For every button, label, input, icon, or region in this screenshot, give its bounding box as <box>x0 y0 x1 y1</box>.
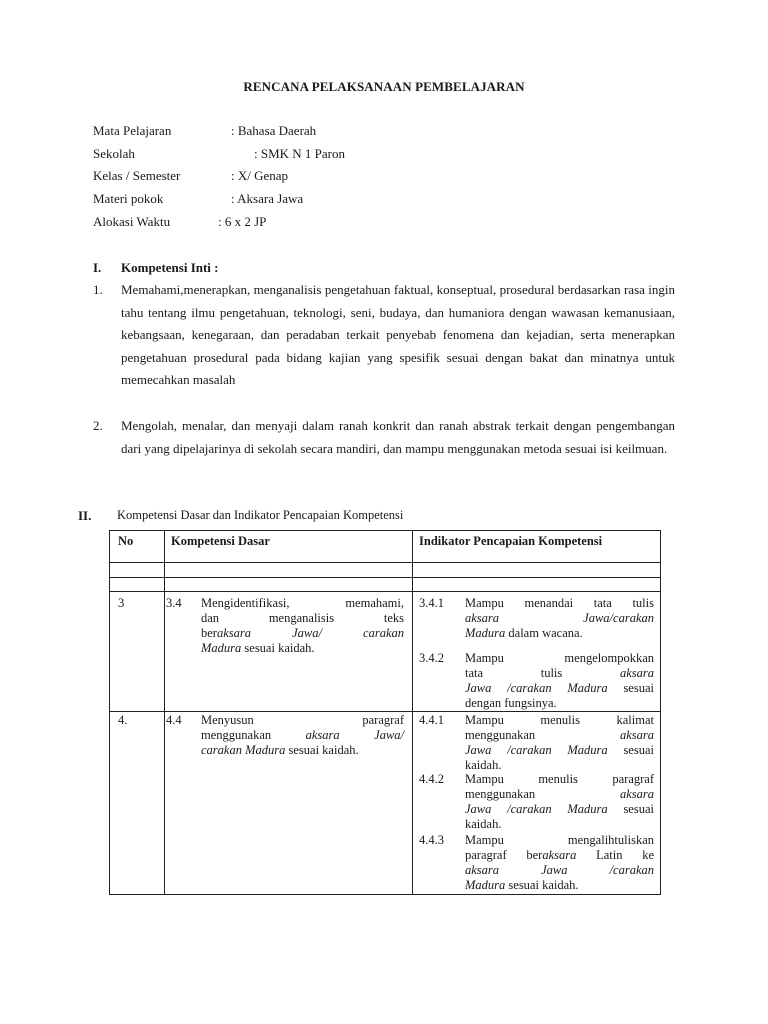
section-2-number: II. <box>78 508 92 523</box>
table-border <box>109 562 661 563</box>
kd-text <box>201 596 404 656</box>
table-border <box>109 711 661 712</box>
info-label: Materi pokok <box>93 191 164 206</box>
kd-line: Menyusun paragraf <box>201 713 404 727</box>
info-label: Kelas / Semester <box>93 168 181 183</box>
header-no: No <box>118 534 134 548</box>
info-value: : Bahasa Daerah <box>231 123 317 138</box>
section-2-title: Kompetensi Dasar dan Indikator Pencapaian Kompetensi <box>117 508 404 522</box>
indicator-code: 3.4.1 <box>419 596 444 610</box>
indicator-line: menggunakan aksara <box>465 787 654 801</box>
section-1-number: I. <box>93 260 102 275</box>
list-item-number: 2. <box>93 418 103 433</box>
kd-line: Mengidentifikasi, memahami, <box>201 596 404 610</box>
kd-line: dan menganalisis teks <box>201 611 404 625</box>
table-border <box>412 530 413 895</box>
table-border <box>109 591 661 592</box>
indicator-line: kaidah. <box>465 758 502 772</box>
kd-line: menggunakan aksara Jawa/ <box>201 728 404 742</box>
info-value: : X/ Genap <box>231 168 289 183</box>
kd-line: beraksara Jawa/ carakan <box>201 626 405 640</box>
list-item-number: 1. <box>93 282 103 297</box>
kd-line: carakan Madura sesuai kaidah. <box>201 743 359 757</box>
indicator-line: Jawa /carakan Madura sesuai <box>465 681 654 695</box>
indicator-line: dengan fungsinya. <box>465 696 557 710</box>
kd-text <box>201 713 404 758</box>
core-competency-1: Memahami,menerapkan, menganalisis pengetahuan faktual, konseptual, prosedural berdasarkan rasa ingin tahu tentang ilmu pengetahuan, teknologi, seni, budaya, dan humaniora dengan wawasan kemanusiaan, kebangsaan, kenegaraan, dan peradaban terkait penyebab fenomena dan kejadian, serta menerapkan pengetahuan prosedural pada bidang kajian yang spesifik sesuai dengan bakat dan minatnya untuk memecahkan masalah <box>121 282 675 387</box>
table-border <box>109 530 661 531</box>
indicator-line: Madura sesuai kaidah. <box>465 878 579 892</box>
competency-table <box>109 530 661 895</box>
table-border <box>109 894 661 895</box>
indicator-code: 4.4.3 <box>419 833 444 847</box>
info-label: Sekolah <box>93 146 135 161</box>
table-border <box>109 530 110 895</box>
indicator-line: tata tulis aksara <box>465 666 654 680</box>
indicator-text <box>465 772 654 832</box>
indicator-line: Mampu menulis paragraf <box>465 772 654 786</box>
row-number: 3 <box>118 596 125 610</box>
indicator-line: Mampu menulis kalimat <box>465 713 654 727</box>
info-value: : Aksara Jawa <box>231 191 304 206</box>
document-title: RENCANA PELAKSANAAN PEMBELAJARAN <box>243 79 525 94</box>
header-ipk: Indikator Pencapaian Kompetensi <box>419 534 603 548</box>
kd-code: 3.4 <box>166 596 182 610</box>
indicator-code: 4.4.1 <box>419 713 444 727</box>
indicator-line: Madura dalam wacana. <box>465 626 583 640</box>
table-border <box>164 530 165 895</box>
info-label: Mata Pelajaran <box>93 123 172 138</box>
indicator-line: menggunakan aksara <box>465 728 654 742</box>
indicator-line: Jawa /carakan Madura sesuai <box>465 743 654 757</box>
info-value: : 6 x 2 JP <box>218 214 267 229</box>
indicator-code: 3.4.2 <box>419 651 444 665</box>
row-number: 4. <box>118 713 128 727</box>
section-1-title: Kompetensi Inti : <box>121 260 219 275</box>
indicator-line: aksara Jawa /carakan <box>465 863 655 877</box>
indicator-line: Jawa /carakan Madura sesuai <box>465 802 654 816</box>
indicator-text <box>465 833 654 893</box>
indicator-line: Mampu menandai tata tulis <box>465 596 654 610</box>
indicator-text <box>465 713 654 773</box>
indicator-code: 4.4.2 <box>419 772 444 786</box>
indicator-text <box>465 596 654 641</box>
table-border <box>109 577 661 578</box>
indicator-line: Mampu mengalihtuliskan <box>465 833 654 847</box>
info-label: Alokasi Waktu <box>93 214 171 229</box>
indicator-line: paragraf beraksara Latin ke <box>465 848 654 862</box>
indicator-line: aksara Jawa/carakan <box>465 611 654 625</box>
kd-line: Madura sesuai kaidah. <box>201 641 315 655</box>
kd-code: 4.4 <box>166 713 182 727</box>
core-competency-2: Mengolah, menalar, dan menyaji dalam ranah konkrit dan ranah abstrak terkait dengan pengembangan dari yang dipelajarinya di sekolah secara mandiri, dan mampu menggunakan metoda sesuai isi keilmuan. <box>121 418 675 456</box>
header-kd: Kompetensi Dasar <box>171 534 270 548</box>
indicator-text <box>465 651 654 711</box>
indicator-line: Mampu mengelompokkan <box>465 651 654 665</box>
indicator-line: kaidah. <box>465 817 502 831</box>
table-border <box>660 530 661 895</box>
info-value: : SMK N 1 Paron <box>254 146 346 161</box>
